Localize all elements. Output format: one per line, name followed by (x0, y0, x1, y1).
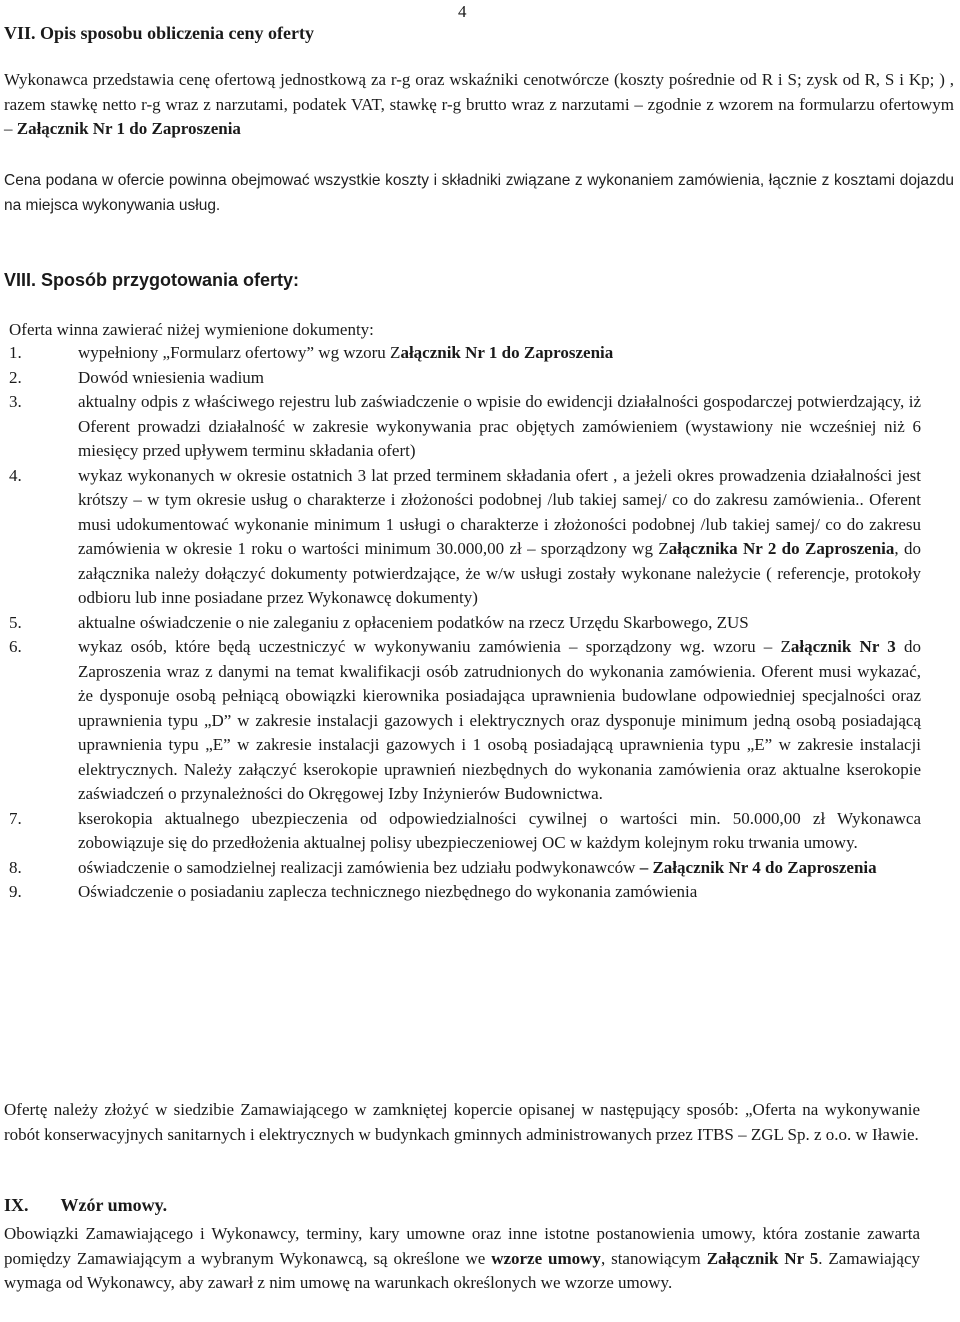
section-7-paragraph-1 (4, 68, 954, 142)
list-item-bold: ałącznik Nr 3 (790, 637, 896, 656)
list-item (9, 635, 921, 807)
list-item-number: 1. (9, 343, 22, 362)
list-item (9, 856, 921, 881)
list-item-text: aktualne oświadczenie o nie zaleganiu z opłaceniem podatków na rzecz Urzędu Skarbowego, ZUS (78, 612, 749, 632)
submission-instructions: Ofertę należy złożyć w siedzibie Zamawiającego w zamkniętej kopercie opisanej w następujący sposób: „Oferta na wykonywanie robót konserwacyjnych sanitarnych i elektrycznych w budynkach gminnych administrowanych przez ITBS – ZGL Sp. z o.o. w Iławie. (4, 1100, 920, 1144)
list-item-number: 5. (9, 612, 22, 632)
list-item-number: 8. (9, 857, 22, 877)
attachment-5-reference: Załącznik Nr 5 (706, 1248, 819, 1268)
list-item-number: 7. (9, 808, 22, 828)
list-item-text: Dowód wniesienia wadium (78, 367, 265, 387)
list-item-number: 4. (9, 465, 22, 485)
paragraph-text: , stanowiącym (600, 1248, 707, 1268)
documents-list-intro: Oferta winna zawierać niżej wymienione dokumenty: (9, 320, 374, 339)
list-item-bold: – Załącznik Nr 4 do Zaproszenia (639, 857, 877, 877)
list-item-text: wykaz wykonanych w okresie ostatnich 3 lat przed terminem składania ofert , a jeżeli okres prowadzenia działalności jest krótszy – w tym okresie usług o charakterze i złożoności podobnej /lub takiej samej/ co do zakresu zamówienia.. Oferent musi udokumentować wykonanie minimum 1 usługi o charakterze i złożoności podobnej /lub takiej samej/ co do zakresu zamówienia w okresie 1 roku o wartości minimum 30.000,00 zł – sporządzony wg Z (78, 465, 921, 558)
attachment-1-reference: Załącznik Nr 1 do Zaproszenia (16, 119, 241, 138)
list-item (9, 341, 921, 366)
list-item-number: 6. (9, 637, 22, 656)
list-item (9, 880, 921, 905)
section-9-heading (4, 1193, 167, 1218)
list-item (9, 611, 921, 636)
list-item (9, 390, 921, 464)
list-item-text: oświadczenie o samodzielnej realizacji zamówienia bez udziału podwykonawców (78, 857, 640, 877)
page-number: 4 (458, 2, 467, 21)
section-9-title: Wzór umowy. (60, 1195, 168, 1215)
paragraph-text: . Zamawiający wymaga od Wykonawcy, aby zawarł z nim umowę na warunkach określonych we wzorze umowy. (4, 1248, 920, 1292)
section-9-number: IX. (4, 1195, 29, 1215)
list-item-number: 2. (9, 367, 22, 387)
list-item-text: kserokopia aktualnego ubezpieczenia od odpowiedzialności cywilnej o wartości min. 50.000,00 zł Wykonawca zobowiązuje się do przedłożenia aktualnej polisy ubezpieczeniowej OC w każdym kolejnym roku trwania umowy. (78, 808, 921, 852)
section-8-heading: VIII. Sposób przygotowania oferty: (4, 270, 300, 290)
section-7-heading: VII. Opis sposobu obliczenia ceny oferty (4, 23, 315, 43)
list-item-text: Oświadczenie o posiadaniu zaplecza technicznego niezbędnego do wykonania zamówienia (78, 882, 698, 901)
list-item-number: 3. (9, 392, 22, 411)
list-item (9, 807, 921, 856)
list-item-text: wykaz osób, które będą uczestniczyć w wykonywaniu zamówienia – sporządzony wg. wzoru – Z (78, 637, 791, 656)
list-item-bold: ałącznik Nr 1 do Zaproszenia (400, 343, 614, 362)
list-item-text: wypełniony „Formularz ofertowy” wg wzoru Z (78, 343, 401, 362)
paragraph-text: Wykonawca przedstawia cenę ofertową jednostkową za r-g oraz wskaźniki cenotwórcze (koszty pośrednie od R i S; zysk od R, S i Kp; ) , razem stawkę netto r-g wraz z narzutami, podatek VAT, stawkę r-g brutto wraz z narzutami – zgodnie z wzorem na formularzu ofertowym – (4, 70, 954, 138)
list-item-bold: ałącznika Nr 2 do Zaproszenia (668, 539, 895, 558)
required-documents-list (9, 341, 921, 905)
contract-template-reference: wzorze umowy (491, 1248, 601, 1268)
paragraph-text: Obowiązki Zamawiającego i Wykonawcy, terminy, kary umowne oraz inne istotne postanowienia umowy, która zostanie zawarta pomiędzy Zamawiającym a wybranym Wykonawcą, są określone we (4, 1224, 920, 1268)
list-item-text: aktualny odpis z właściwego rejestru lub zaświadczenie o wpisie do ewidencji działalności gospodarczej potwierdzający, iż Oferent prowadzi działalność w zakresie wykonywania prac objętych zamówieniem (wystawiony nie wcześniej niż 6 miesięcy przed upływem terminu składania ofert) (78, 392, 921, 460)
list-item (9, 366, 921, 391)
list-item-text-cont: do Zaproszenia wraz z danymi na temat kwalifikacji osób zatrudnionych do wykonania zamówienia. Oferent musi wykazać, że dysponuje osobą pełniącą obowiązki kierownika posiadająca uprawnienia budowlane odpowiedniej specjalności oraz uprawnienia typu „D” w zakresie instalacji gazowych i elektrycznych oraz dysponuje minimum jedną osobą posiadającą uprawnienia typu „E” w zakresie instalacji gazowych i 1 osobą posiadającą uprawnienia typu „E” w zakresie instalacji elektrycznych. Należy załączyć kserokopie uprawnień niezbędnych do wykonania zamówienia oraz aktualne kserokopie zaświadczeń o przynależności do Okręgowej Izby Inżynierów Budownictwa. (78, 637, 921, 803)
list-item-number: 9. (9, 882, 22, 901)
list-item (9, 464, 921, 611)
section-7-paragraph-2: Cena podana w ofercie powinna obejmować wszystkie koszty i składniki związane z wykonaniem zamówienia, łącznie z kosztami dojazdu na miejsca wykonywania usług. (4, 172, 954, 214)
section-9-paragraph (4, 1222, 920, 1296)
list-item-text-cont: , do załącznika należy dołączyć dokumenty potwierdzające, że w/w usługi zostały wykonane należycie ( referencje, protokoły odbioru lub inne posiadane przez Wykonawcę dokumenty) (78, 539, 921, 607)
